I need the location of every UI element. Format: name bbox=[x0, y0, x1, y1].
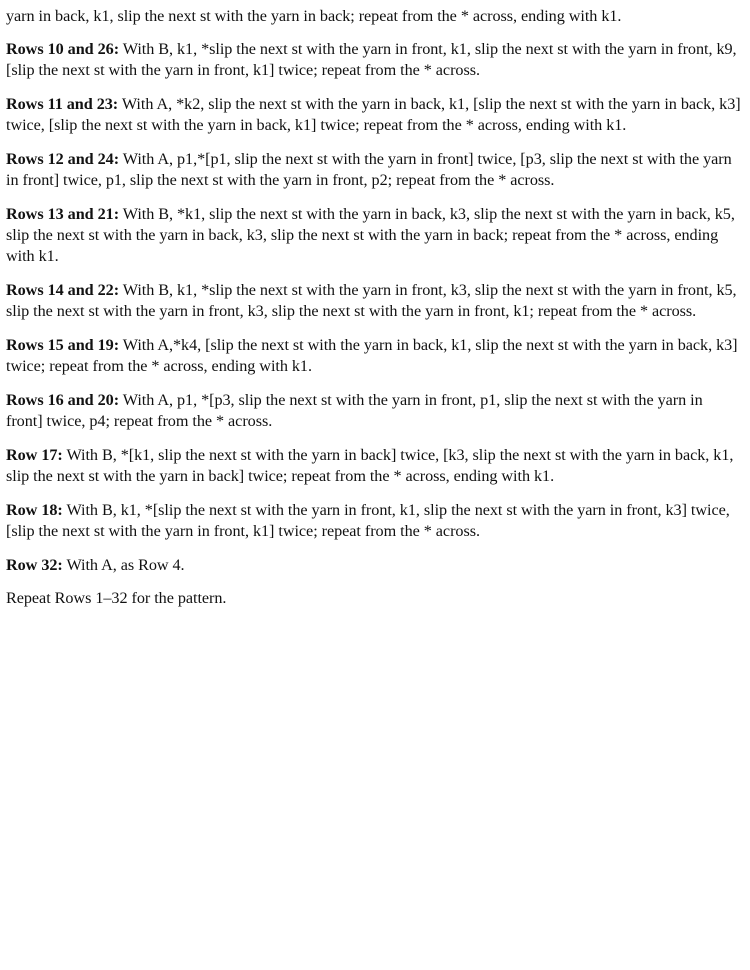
row-instruction bbox=[6, 280, 742, 322]
row-instruction bbox=[6, 500, 742, 542]
row-heading: Rows 12 and 24: bbox=[6, 150, 120, 169]
row-text: With A, p1,*[p1, slip the next st with the yarn in front] twice, [p3, slip the next st with the yarn in front] twice, p1, slip the next st with the yarn in front, p2; repeat from the * across. bbox=[6, 150, 732, 190]
row-instruction bbox=[6, 555, 742, 576]
row-instruction bbox=[6, 94, 742, 136]
row-instruction bbox=[6, 390, 742, 432]
row-text: With B, *k1, slip the next st with the yarn in back, k3, slip the next st with the yarn in back, k5, slip the next st with the yarn in back, k3, slip the next st with the yarn in back; repeat from the * across, ending with k1. bbox=[6, 204, 735, 266]
row-text: With B, k1, *slip the next st with the yarn in front, k1, slip the next st with the yarn in front, k9, [slip the next st with the yarn in front, k1] twice; repeat from the * across. bbox=[6, 40, 737, 80]
row-heading: Rows 16 and 20: bbox=[6, 390, 120, 409]
row-heading: Row 32: bbox=[6, 555, 63, 574]
row-instruction bbox=[6, 149, 742, 191]
row-instruction bbox=[6, 39, 742, 81]
row-heading: Row 17: bbox=[6, 445, 63, 464]
row-text: With A, p1, *[p3, slip the next st with the yarn in front, p1, slip the next st with the yarn in front] twice, p4; repeat from the * across. bbox=[6, 390, 703, 431]
row-heading: Rows 14 and 22: bbox=[6, 281, 120, 300]
row-instruction bbox=[6, 204, 742, 268]
row-text: With A,*k4, [slip the next st with the yarn in back, k1, slip the next st with the yarn in back, k3] twice; repeat from the * across, ending with k1. bbox=[6, 335, 738, 376]
row-text: With A, *k2, slip the next st with the yarn in back, k1, [slip the next st with the yarn in back, k3] twice, [slip the next st with the yarn in back, k1] twice; repeat from the * across, ending with k1. bbox=[6, 95, 741, 135]
row-text: With B, k1, *[slip the next st with the yarn in front, k1, slip the next st with the yarn in front, k3] twice, [slip the next st with the yarn in front, k1] twice; repeat from the * across. bbox=[6, 500, 730, 540]
row-heading: Rows 13 and 21: bbox=[6, 204, 120, 223]
row-heading: Rows 10 and 26: bbox=[6, 40, 120, 59]
closing-text: Repeat Rows 1–32 for the pattern. bbox=[6, 589, 227, 608]
row-heading: Rows 11 and 23: bbox=[6, 95, 119, 114]
row-heading: Rows 15 and 19: bbox=[6, 335, 120, 354]
row-instruction bbox=[6, 445, 742, 487]
continuation-text: yarn in back, k1, slip the next st with the yarn in back; repeat from the * across, ending with k1. bbox=[6, 7, 622, 25]
row-heading: Row 18: bbox=[6, 500, 63, 519]
row-text: With A, as Row 4. bbox=[62, 555, 185, 574]
row-text: With B, *[k1, slip the next st with the yarn in back] twice, [k3, slip the next st with the yarn in back, k1, slip the next st with the yarn in back] twice; repeat from the * across, ending with k1. bbox=[6, 445, 734, 485]
row-instruction bbox=[6, 335, 742, 377]
row-text: With B, k1, *slip the next st with the yarn in front, k3, slip the next st with the yarn in front, k5, slip the next st with the yarn in front, k3, slip the next st with the yarn in front, k1; repeat from the * across. bbox=[6, 281, 737, 321]
